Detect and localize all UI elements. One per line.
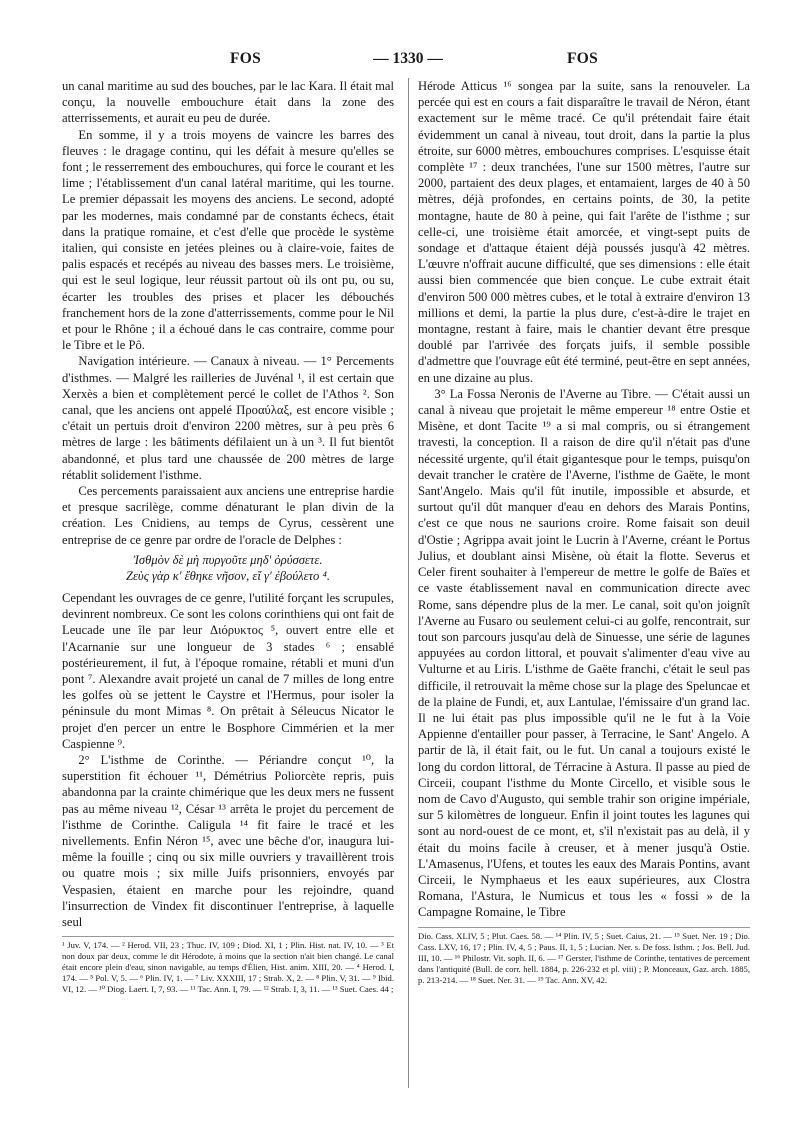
column-divider [408,78,409,1088]
greek-quotation [62,552,394,584]
greek-line: Ἰσθμὸν δὲ μὴ πυργοῦτε μηδ' ὀρύσσετε. [133,552,323,567]
left-column [62,78,394,995]
paragraph: Hérode Atticus ¹⁶ songea par la suite, sans la renouveler. La percée qui est en cours a fait disparaître le travail de Néron, étant exactement sur le même tracé. Ce qu'il prétendait faire était évidemment un canal à niveau, tout droit, dans la partie la plus étroite, sur 6000 mètres, embouchures comprises. L'esquisse était complète ¹⁷ : deux tranchées, l'une sur 1500 mètres, l'autre sur 2000, partaient des deux plages, et entamaient, larges de 40 à 50 mètres, déjà profondes, en certains points, de 30, la petite montagne, haute de 80 à peine, qui fait l'arête de l'isthme ; sur celle-ci, une troisième était amorcée, et vingt-sept puits de sondage et d'attaque étaient déjà poussés jusqu'à 42 mètres. L'œuvre n'offrait aucune difficulté, que ses dimensions : elle était aussi bien commencée que bien conçue. Le cube extrait était d'environ 500 000 mètres cubes, et le total à extraire d'environ 13 millions et demi, la partie la plus dure, c'est-à-dire le trajet en montagne, restant à faire, mais le chantier devant être presque doublé par l'arrivée des forçats juifs, il semble possible d'admettre que l'ouvrage eût été terminé, peut-être en sept années, en une dizaine au plus. [418,79,750,385]
header-left: FOS [230,50,262,67]
paragraph: 2° L'isthme de Corinthe. — Périandre conçut ¹⁰, la superstition fit échouer ¹¹, Démétrius Poliorcète repris, puis abandonna par la crainte chimérique que les deux mers ne fussent pas au même niveau ¹², César ¹³ arrêta le projet du percement de l'isthme de Corinthe. Caligula ¹⁴ fit faire le tracé et les nivellements. Enfin Néron ¹⁵, avec une bêche d'or, inaugura lui-même la fouille ; cinq ou six mille ouvriers y travaillèrent trois ou quatre mois ; six mille Juifs prisonniers, envoyés par Vespasien, étaient en marche pour les rejoindre, quand l'insurrection de Vindex fit discontinuer l'entreprise, à laquelle seul [62,752,394,929]
footnote-text: Dio. Cass. XLIV, 5 ; Plut. Caes. 58. — ¹⁴ Plin. IV, 5 ; Suet. Caius, 21. — ¹⁵ Suet. Ner. 19 ; Dio. Cass. LXV, 16, 17 ; Plin. IV, 4, 5 ; Paus. II, 1, 5 ; Lucian. Ner. s. De foss. Isthm. ; Jos. Bell. Jud. III, 10. — ¹⁶ Philostr. Vit. soph. II, 6. — ¹⁷ Gerster, l'isthme de Corinthe, tentatives de percement dans l'antiquité (Bull. de corr. hell. 1884, p. 226-232 et pl. viii) ; P. Monceaux, Gaz. arch. 1885, p. 213-214. — ¹⁸ Suet. Ner. 31. — ¹⁹ Tac. Ann. XV, 42. [418,930,750,985]
header-right: FOS [567,50,599,67]
footnotes-left [62,936,394,995]
footnotes-right [418,927,750,986]
paragraph: un canal maritime au sud des bouches, par le lac Kara. Il était mal conçu, la nouvelle embouchure était dans la zone des atterrissements, et aurait eu peu de durée. [62,79,394,126]
paragraph: En somme, il y a trois moyens de vaincre les barres des fleuves : le dragage continu, qui les défait à mesure qu'elles se font ; le resserrement des embouchures, qui force le courant et les lime ; l'établissement d'un canal latéral maritime, qui les tourne. Le premier dépassait les moyens des anciens. Le second, adopté par les modernes, mais condamné par de constants échecs, était dans la pratique romaine, et c'est d'elle que procède le système italien, qui consiste en jetées pleines ou à claire-voie, faites de palis espacés et recépés au niveau des basses mers. Le troisième, qui est le seul logique, leur réussit partout où ils ont pu, ou su, écarter les troubles des prises et placer les débouchés franchement hors de la zone d'atterrissements, comme pour le Nil et pour le Rhône ; il a échoué dans le cas contraire, comme pour le Tibre et le Pô. [62,127,394,353]
paragraph: Cependant les ouvrages de ce genre, l'utilité forçant les scrupules, devinrent nombreux. Ce sont les colons corinthiens qui ont fait de Leucade une île par leur Διόρυκτος ⁵, ouvert entre elle et l'Acarnanie sur une longueur de 3 stades ⁶ ; ensablé postérieurement, il fut, à l'époque romaine, rétabli et muni d'un pont ⁷. Alexandre avait projeté un canal de 7 milles de long entre les golfes où se jettent le Caystre et l'Hermus, pour isoler la péninsule du mont Mimas ⁸. On prêtait à Séleucus Nicator le projet d'en percer un entre le Bosphore Cimmérien et la mer Caspienne ⁹. [62,590,394,751]
paragraph: 3° La Fossa Neronis de l'Averne au Tibre. — C'était aussi un canal à niveau que projetait le même empereur ¹⁸ entre Ostie et Misène, et dont Tacite ¹⁹ a si mal compris, ou si étrangement travesti, la conception. Il a raison de dire qu'il n'était pas d'une nécessité urgente, qu'il était gigantesque pour le temps, puisqu'on devait trancher le cratère de l'Averne, l'isthme de Gaëte, le mont Sant'Angelo. Mais qu'il fût inutile, impossible et absurde, et surtout qu'il dût manquer d'eau en dehors des Marais Pontins, c'est ce que nous ne saurions croire. Rome faisait son deuil d'Ostie ; Agrippa avait joint le Lucrin à l'Averne, créant le Portus Julius, et doublant ainsi Misène, où était la flotte. Severus et Celer firent souhaiter à l'empereur de mettre le golfe de Baïes et ce vaste établissement naval en communication directe avec Rome, sans dépendre plus de la mer. Le canal, soit qu'on joignît l'Averne au Fusaro ou seulement celui-ci au golfe, rencontrait, sur tout son parcours jusqu'au delà de Sinuesse, une série de lagunes appuyées au cordon littoral, et pouvait s'alimenter d'eau vive au Vulturne et au Liris. L'isthme de Gaëte franchi, c'était le seul pas difficile, il retrouvait la même chose sur la plage des Speluncae et de la plaine de Fundi, et, aux Lantulae, l'émissaire d'un grand lac. Il ne lui était pas plus impossible qu'il ne le fut à la Voie Appienne d'entailler pour passer, à Terracine, le Sant' Angelo. A partir de là, il était fait, ou le fut. Un canal a toujours existé le long du cordon littoral, de Térracine à Astura. Il passe au pied de Circeii, coupant l'isthme du Monte Circello, et visible sous le nom de Cavo d'Augusto, qui semble trahir son origine impériale, sur 5 kilomètres de longueur. Enfin il joint toutes les lagunes qui sont au nord-ouest de ce mont, et, s'il n'existait pas au delà, il y était du moins facile à creuser, et à mener jusqu'à Ostie. L'Amasenus, l'Ufens, et toutes les eaux des Marais Pontins, avant Circeii, le Nymphaeus et les eaux supérieures, aux Clostra Romana, l'Astura, le Numicus et tous les « fossi » de la Campagne Romaine, le Tibre [418,386,750,920]
paragraph: Navigation intérieure. — Canaux à niveau. — 1° Percements d'isthmes. — Malgré les railleries de Juvénal ¹, il est certain que Xerxès a bien et complètement percé le collet de l'Athos ². Son canal, que les anciens ont appelé Προαύλαξ, est encore visible ; c'était un pertuis droit d'environ 2200 mètres, sur à peu près 6 mètres de large : les bâtiments défilaient un à un ³. Il fut bientôt abandonné, et plus tard une chaussée de 200 mètres de large rétablit solidement l'isthme. [62,354,394,482]
greek-line: Ζεὺς γὰρ κ' ἔθηκε νῆσον, εἴ γ' ἐβούλετο ⁴. [125,568,331,583]
page [62,46,754,1106]
paragraph: Ces percements paraissaient aux anciens une entreprise hardie et presque sacrilège, comme dénaturant le plan divin de la création. Les Cnidiens, au temps de Cyrus, cessèrent une entreprise de ce genre par ordre de l'oracle de Delphes : [62,484,394,547]
running-header [62,46,754,76]
footnote-text: ¹ Juv. V, 174. — ² Herod. VII, 23 ; Thuc. IV, 109 ; Diod. XI, 1 ; Plin. Hist. nat. IV, 10. — ³ Et non doux par deux, comme le dit Hérodote, à moins que la section n'ait bien changé. Le canal était encore plein d'eau, sinon navigable, au temps d'Élien, Hist. anim. XIII, 20. — ⁴ Herod. I, 174. — ⁵ Pol. V, 5. — ⁶ Plin. IV, 1. — ⁷ Liv. XXXIII, 17 ; Strab. X, 2. — ⁸ Plin. V, 31. — ⁹ Ibid. VI, 12. — ¹⁰ Diog. Laert. I, 7, 93. — ¹¹ Tac. Ann. I, 79. — ¹² Strab. I, 3, 11. — ¹³ Suet. Caes. 44 ; [62,940,394,995]
page-number: — 1330 — [373,50,443,67]
right-column [418,78,750,986]
